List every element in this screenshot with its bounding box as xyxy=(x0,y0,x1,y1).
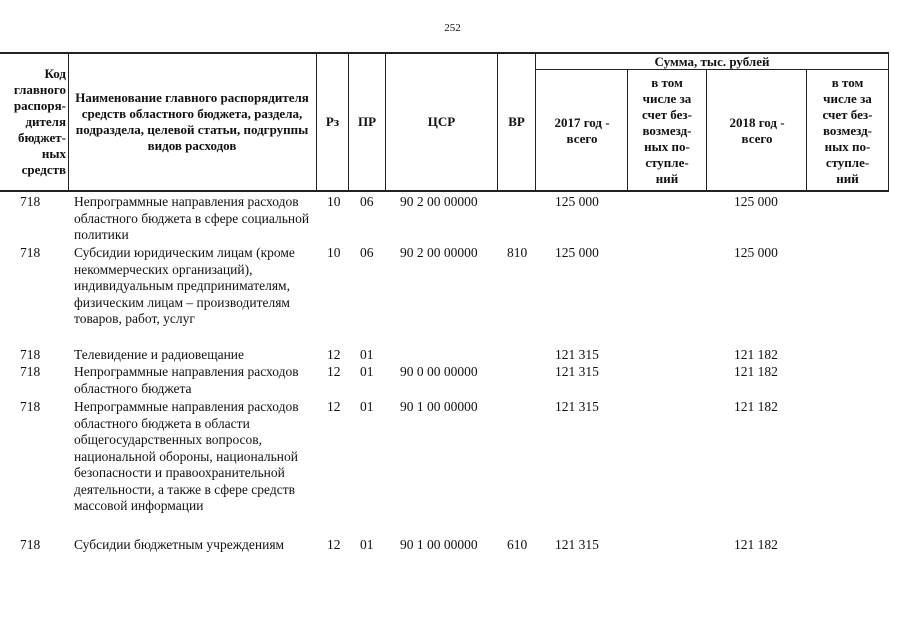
header-sum-title: Сумма, тыс. рублей xyxy=(654,54,770,69)
row-sum-2017: 121 315 xyxy=(555,364,599,379)
row-code: 718 xyxy=(20,364,41,379)
row-sum-2017: 121 315 xyxy=(555,347,599,362)
row-rz: 12 xyxy=(327,399,341,414)
row-rz: 10 xyxy=(327,245,341,260)
row-code: 718 xyxy=(20,399,41,414)
row-rz: 10 xyxy=(327,194,341,209)
header-2017-total: 2017 год - всего xyxy=(554,114,610,146)
row-sum-2018: 121 182 xyxy=(734,364,778,379)
row-csr: 90 2 00 00000 xyxy=(400,194,478,209)
row-code: 718 xyxy=(20,245,41,260)
row-name: Субсидии бюджетным учреждениям xyxy=(74,537,285,552)
row-csr: 90 1 00 00000 xyxy=(400,537,478,552)
row-sum-2018: 125 000 xyxy=(734,245,778,260)
row-sum-2017: 121 315 xyxy=(555,537,599,552)
col-divider-code xyxy=(68,52,69,191)
header-2017-free: в том числе за счет без-возмезд-ных по-ступле-ний xyxy=(642,74,692,186)
col-divider-2017-free xyxy=(706,69,707,191)
row-pr: 01 xyxy=(360,347,374,362)
row-vr: 610 xyxy=(507,537,528,552)
table-right-border xyxy=(888,52,889,191)
row-rz: 12 xyxy=(327,364,341,379)
row-pr: 01 xyxy=(360,399,374,414)
row-code: 718 xyxy=(20,347,41,362)
row-code: 718 xyxy=(20,537,41,552)
row-name: Непрограммные направления расходов областного бюджета в сфере социальной политики xyxy=(74,194,310,242)
row-csr: 90 1 00 00000 xyxy=(400,399,478,414)
row-rz: 12 xyxy=(327,347,341,362)
header-2018-total: 2018 год - всего xyxy=(729,114,785,146)
row-sum-2018: 125 000 xyxy=(734,194,778,209)
row-name: Телевидение и радиовещание xyxy=(74,347,245,362)
row-pr: 01 xyxy=(360,364,374,379)
row-name: Непрограммные направления расходов областного бюджета xyxy=(74,364,299,396)
row-csr: 90 0 00 00000 xyxy=(400,364,478,379)
header-rz: Рз xyxy=(325,113,340,129)
header-2018-free: в том числе за счет без-возмезд-ных по-ступле-ний xyxy=(822,74,873,186)
row-csr: 90 2 00 00000 xyxy=(400,245,478,260)
col-divider-2017-total xyxy=(627,69,628,191)
header-code: Код главного распоря-дителя бюджет-ных средств xyxy=(13,65,66,177)
header-vr: ВР xyxy=(508,113,525,129)
row-rz: 12 xyxy=(327,537,341,552)
row-code: 718 xyxy=(20,194,41,209)
row-sum-2017: 125 000 xyxy=(555,194,599,209)
row-sum-2017: 121 315 xyxy=(555,399,599,414)
page-number: 252 xyxy=(444,22,461,34)
row-pr: 06 xyxy=(360,245,374,260)
header-pr: ПР xyxy=(357,113,377,129)
header-name: Наименование главного распорядителя средств областного бюджета, раздела, подраздела, целевой статьи, подгруппы видов расходов xyxy=(75,89,309,153)
header-csr: ЦСР xyxy=(427,113,456,129)
row-sum-2018: 121 182 xyxy=(734,399,778,414)
col-divider-vr xyxy=(535,52,536,191)
row-sum-2018: 121 182 xyxy=(734,537,778,552)
row-sum-2018: 121 182 xyxy=(734,347,778,362)
header-bottom-border xyxy=(0,190,889,192)
row-pr: 06 xyxy=(360,194,374,209)
row-sum-2017: 125 000 xyxy=(555,245,599,260)
row-name: Субсидии юридическим лицам (кроме некоммерческих организаций), индивидуальным предпринимателям, физическим лицам – производителям товаров, работ, услуг xyxy=(74,245,295,326)
row-name: Непрограммные направления расходов областного бюджета в области общегосударственных вопросов, национальной обороны, национальной безопасности и правоохранительной деятельности, а также в сфере средств массовой информации xyxy=(74,399,299,513)
col-divider-2018-total xyxy=(806,69,807,191)
row-pr: 01 xyxy=(360,537,374,552)
row-vr: 810 xyxy=(507,245,528,260)
